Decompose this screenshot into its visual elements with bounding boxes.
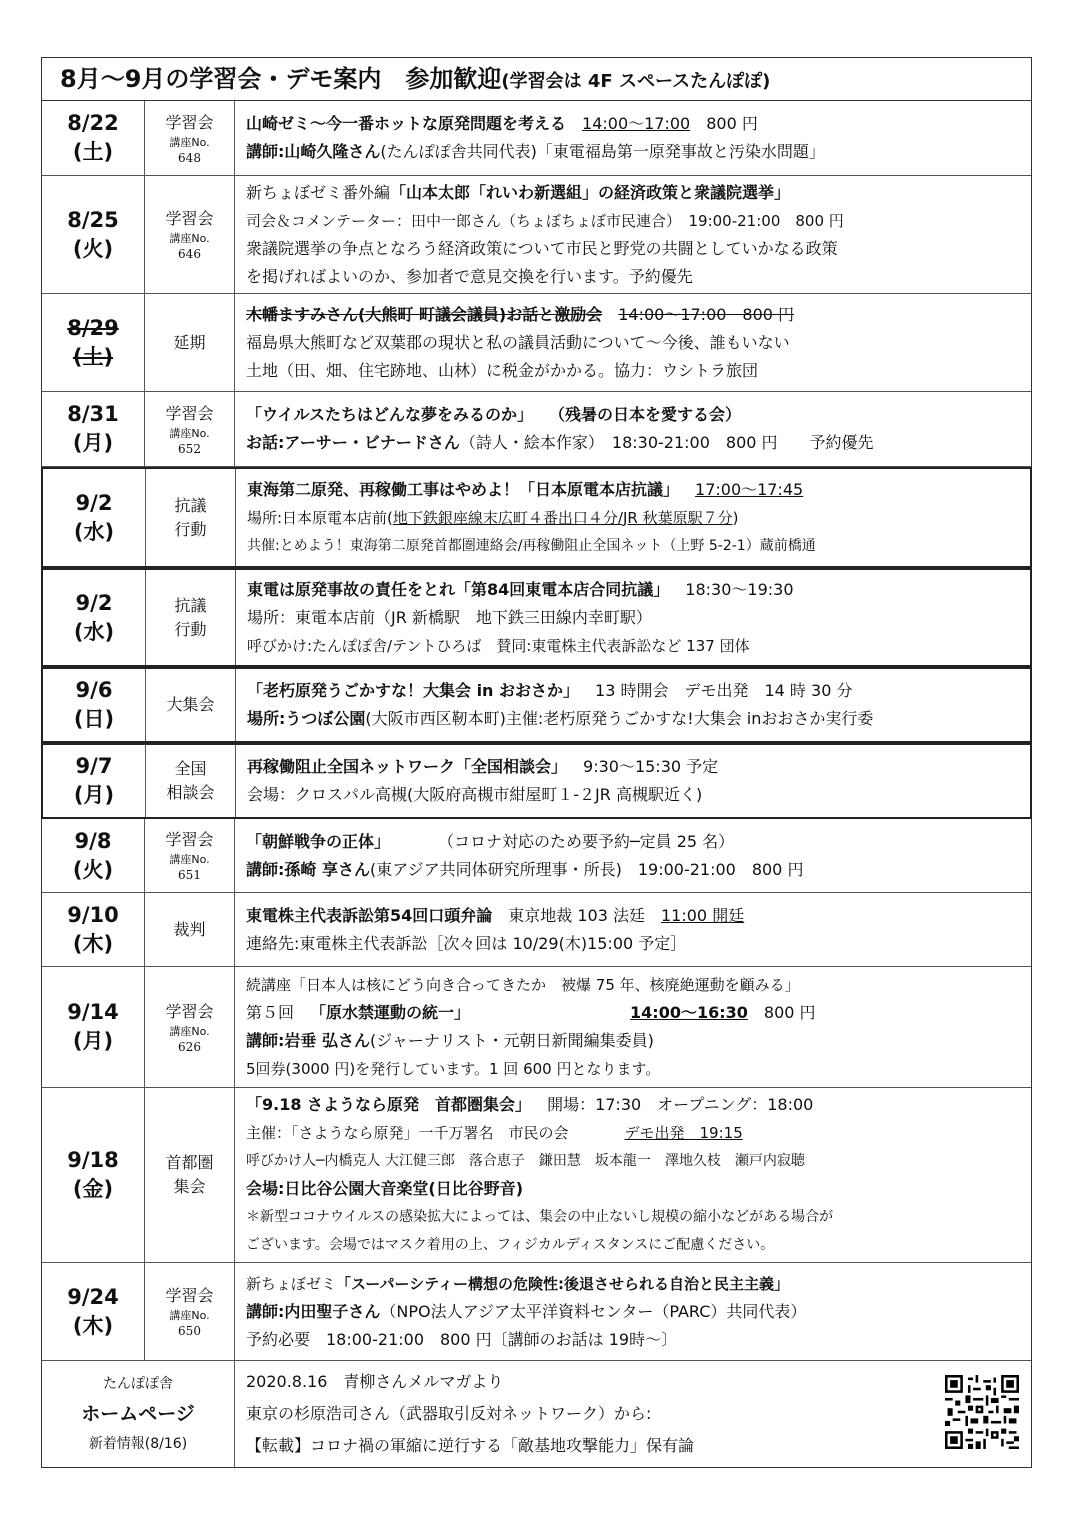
event-row (41, 667, 1032, 743)
event-details: 新ちょぼゼミ番外編「山本太郎「れいわ新選組」の経済政策と衆議院選挙」 司会＆コメンテーター：田中一郎さん（ちょぼちょぼ市民連合） 19:00-21:00 800 円 衆議院選挙の争点となろう経済政策について市民と野党の共闘としていかなる政策 を掲げればよいのか、参加者で意見交換を行います。予約優先 (246, 182, 844, 286)
homepage-link[interactable]: ホームページ (81, 1403, 195, 1425)
event-date: 9/6 (日) (43, 669, 146, 741)
org-name: たんぽぽ舎 (103, 1376, 173, 1392)
event-date: 8/25 (火) (42, 176, 145, 293)
event-date: 9/14 (月) (42, 967, 145, 1087)
event-row (42, 176, 1031, 294)
event-details: 「ウイルスたちはどんな夢をみるのか」 （残暑の日本を愛する会） お話:アーサー・ビナードさん（詩人・絵本作家） 18:30-21:00 800 円 予約優先 (246, 405, 874, 452)
news-label: 新着情報(8/16) (88, 1436, 188, 1452)
event-date: 9/2 (水) (43, 469, 146, 566)
event-row (41, 568, 1032, 667)
event-details: 「老朽原発うごかすな！大集会 in おおさか」 13 時開会 デモ出発 14 時 30 分 場所:うつぼ公園(大阪市西区靭本町)主催:老朽原発うごかすな!大集会 inおおさか実行委 (247, 681, 874, 728)
event-kind: 学習会 講座No. 646 (145, 176, 235, 293)
event-kind: 首都圏 集会 (145, 1088, 235, 1262)
qr-code-icon[interactable] (945, 1375, 1019, 1449)
event-date: 9/8 (火) (42, 819, 145, 892)
event-kind: 裁判 (145, 893, 235, 966)
event-kind: 学習会 講座No. 651 (145, 819, 235, 892)
event-date: 9/2 (水) (43, 570, 146, 665)
event-row (41, 467, 1032, 568)
event-table (41, 57, 1032, 1468)
event-row (42, 101, 1031, 176)
footer-news: 2020.8.16 青柳さんメルマガより 東京の杉原浩司さん（武器取引反対ネットワーク）から: 【転載】コロナ禍の軍縮に逆行する「敵基地攻撃能力」保有論 (246, 1361, 931, 1467)
event-date: 9/10 (木) (42, 893, 145, 966)
event-details: 新ちょぼゼミ「スーパーシティー構想の危険性:後退させられる自治と民主主義」 講師:内田聖子さん（NPO法人アジア太平洋資料センター（PARC）共同代表） 予約必要 18:00-21:00 800 円〔講師のお話は 19時～〕 (246, 1274, 807, 1349)
event-kind: 大集会 (146, 669, 236, 741)
event-kind: 抗議 行動 (146, 570, 236, 665)
event-row (42, 819, 1031, 893)
news-article-link[interactable]: 【転載】コロナ禍の軍縮に逆行する「敵基地攻撃能力」保有論 (246, 1436, 695, 1455)
event-date: 8/22 (土) (42, 101, 145, 175)
event-kind: 学習会 講座No. 648 (145, 101, 235, 175)
event-kind: 抗議 行動 (146, 469, 236, 566)
event-row (42, 1088, 1031, 1263)
event-date: 9/18 (金) (42, 1088, 145, 1262)
event-details: 「朝鮮戦争の正体」 （コロナ対応のため要予約─定員 25 名） 講師:孫崎 享さん(東アジア共同体研究所理事・所長) 19:00-21:00 800 円 (246, 831, 804, 879)
page-title: 8月～9月の学習会・デモ案内 参加歓迎(学習会は 4F スペースたんぽぽ) (42, 58, 1031, 101)
event-details: 山崎ゼミ～今一番ホットな原発問題を考える 14:00～17:00 800 円 講師:山崎久隆さん(たんぽぽ舎共同代表)「東電福島第一原発事故と汚染水問題」 (246, 114, 825, 161)
homepage-box[interactable] (42, 1361, 235, 1467)
event-row (42, 967, 1031, 1088)
event-kind: 延期 (145, 294, 235, 391)
event-row (42, 392, 1031, 467)
event-kind: 学習会 講座No. 650 (145, 1263, 235, 1360)
event-kind: 学習会 講座No. 652 (145, 392, 235, 466)
event-kind: 全国 相談会 (146, 745, 236, 817)
event-row (41, 743, 1032, 819)
event-details: 再稼働阻止全国ネットワーク「全国相談会」 9:30～15:30 予定 会場：クロスパル高槻(大阪府高槻市紺屋町１-２JR 高槻駅近く) (247, 757, 719, 804)
footer (42, 1361, 1031, 1467)
event-kind: 学習会 講座No. 626 (145, 967, 235, 1087)
event-row (42, 893, 1031, 967)
event-date: 8/31 (月) (42, 392, 145, 466)
page-subtitle: (学習会は 4F スペースたんぽぽ) (501, 71, 771, 92)
event-details: 「9.18 さようなら原発 首都圏集会」 開場：17:30 オープニング：18:00 主催：「さようなら原発」一千万署名 市民の会 デモ出発 19:15 呼びかけ人─内橋克人 大江健三郎 落合恵子 鎌田慧 坂本龍一 澤地久枝 瀬戸内寂聴 会場:日比谷公園大音楽堂(日比谷野音) ＊新型ココナウイルスの感染拡大によっては、集会の中止ないし規模の縮小などがある場合が ございます。会場ではマスク着用の上、フィジカルディスタンスにご配慮ください。 (246, 1095, 834, 1253)
event-row (42, 1263, 1031, 1361)
event-details: 木幡ますみさん(大熊町 町議会議員)お話と激励会 14:00～17:00 800 円 福島県大熊町など双葉郡の現状と私の議員活動について～今後、誰もいない 土地（田、畑、住宅跡地、山林）に税金がかかる。協力：ウシトラ旅団 (246, 304, 795, 380)
event-details: 東電株主代表訴訟第54回口頭弁論 東京地裁 103 法廷 11:00 開廷 連絡先:東電株主代表訴訟［次々回は 10/29(木)15:00 予定］ (246, 905, 745, 953)
event-date: 8/29 (土) (42, 294, 145, 391)
event-date: 9/24 (木) (42, 1263, 145, 1360)
event-details: 東電は原発事故の責任をとれ「第84回東電本店合同抗議」 18:30～19:30 場所：東電本店前（JR 新橋駅 地下鉄三田線内幸町駅） 呼びかけ:たんぽぽ舎/テントひろば 賛同:東電株主代表訴訟など 137 団体 (247, 579, 794, 655)
event-details: 東海第二原発、再稼働工事はやめよ！「日本原電本店抗議」 17:00～17:45 場所:日本原電本店前(地下鉄銀座線末広町４番出口４分/JR 秋葉原駅７分) 共催:とめよう！東海第二原発首都圏連絡会/再稼働阻止全国ネット（上野 5-2-1）蔵前橋通 (247, 479, 816, 554)
event-row (42, 294, 1031, 392)
event-date: 9/7 (月) (43, 745, 146, 817)
event-details: 続講座「日本人は核にどう向き合ってきたか 被爆 75 年、核廃絶運動を顧みる」 第５回 「原水禁運動の統一」 14:00～16:30 800 円 講師:岩垂 弘さん(ジャーナリスト・元朝日新聞編集委員) 5回券(3000 円)を発行しています。1 回 600 円となります。 (246, 976, 816, 1078)
